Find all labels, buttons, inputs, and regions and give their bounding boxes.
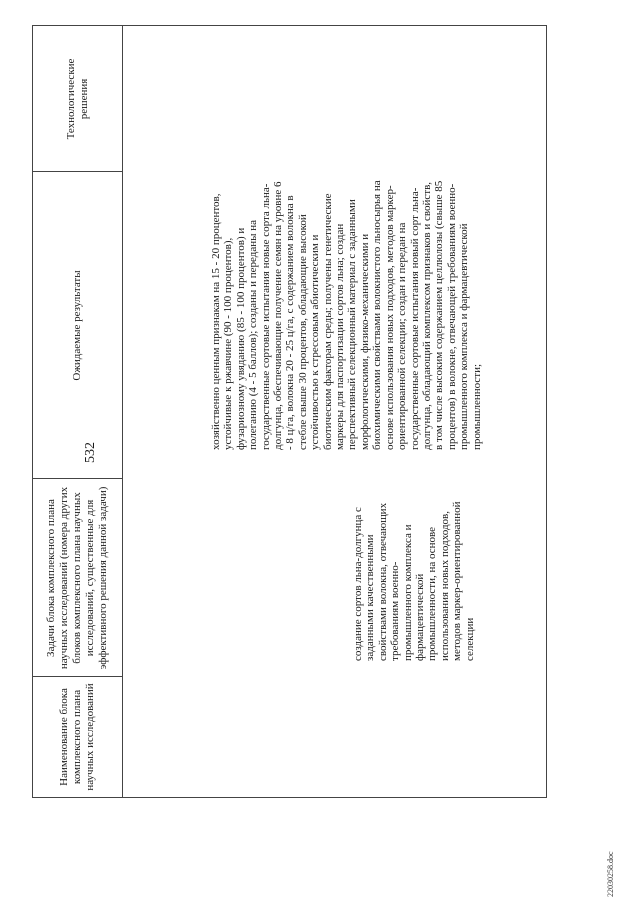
header-block-name: Наименование блока комплексного плана научных исследований: [58, 683, 96, 791]
header-expected-results: Ожидаемые результаты: [71, 270, 83, 381]
document-reference: 22030258.doc: [606, 851, 615, 897]
header-block-tasks: Задачи блока комплексного плана научных исследований (номера других блоков комплексного плана научных исследований, существенные для эффективного решения данной задачи): [45, 486, 109, 670]
cell-expected-results: хозяйственно ценным признакам на 15 - 20 процентов, устойчивые к ржавчине (90 - 100 процентов), фузариозному увяданию (85 - 100 процентов) и полеганию (4 - 5 баллов); созданы и переданы на государственные сортовые испытания новые сорта льна-долгунца, обеспечивающие получение семян на уровне 6 - 8 ц/га, волокна 20 - 25 ц/га, с содержанием волокна в стебле свыше 30 процентов, обладающие высокой устойчивостью к стрессовым абиотическим и биотическим факторам среды; получены генетические маркеры для паспортизации сортов льна; создан перспективный селекционный материал с заданными морфологическими, физико-механическими и биохимическими свойствами волокнистого льносырья на основе использования новых подходов, методов маркер-ориентированной селекции; создан и передан на государственные сортовые испытания новый сорт льна-долгунца, обладающий комплексом признаков и свойств, в том числе высоким содержанием целлюлозы (свыше 85 процентов) в волокне, отвечающей требованиям военно-промышленного комплекса и фармацевтической промышленности;: [210, 180, 483, 450]
header-divider: [122, 26, 123, 797]
page-number: 532: [83, 442, 98, 463]
header-tech-solutions: Технологические решения: [64, 58, 90, 140]
cell-block-tasks: создание сортов льна-долгунца с заданными качественными свойствами волокна, отвечающих требованиям военно-промышленного комплекса и фармацевтической промышленности, на основе использования новых подходов, методов маркер-ориентированной селекции: [352, 501, 476, 661]
requirements-table: [32, 25, 547, 798]
